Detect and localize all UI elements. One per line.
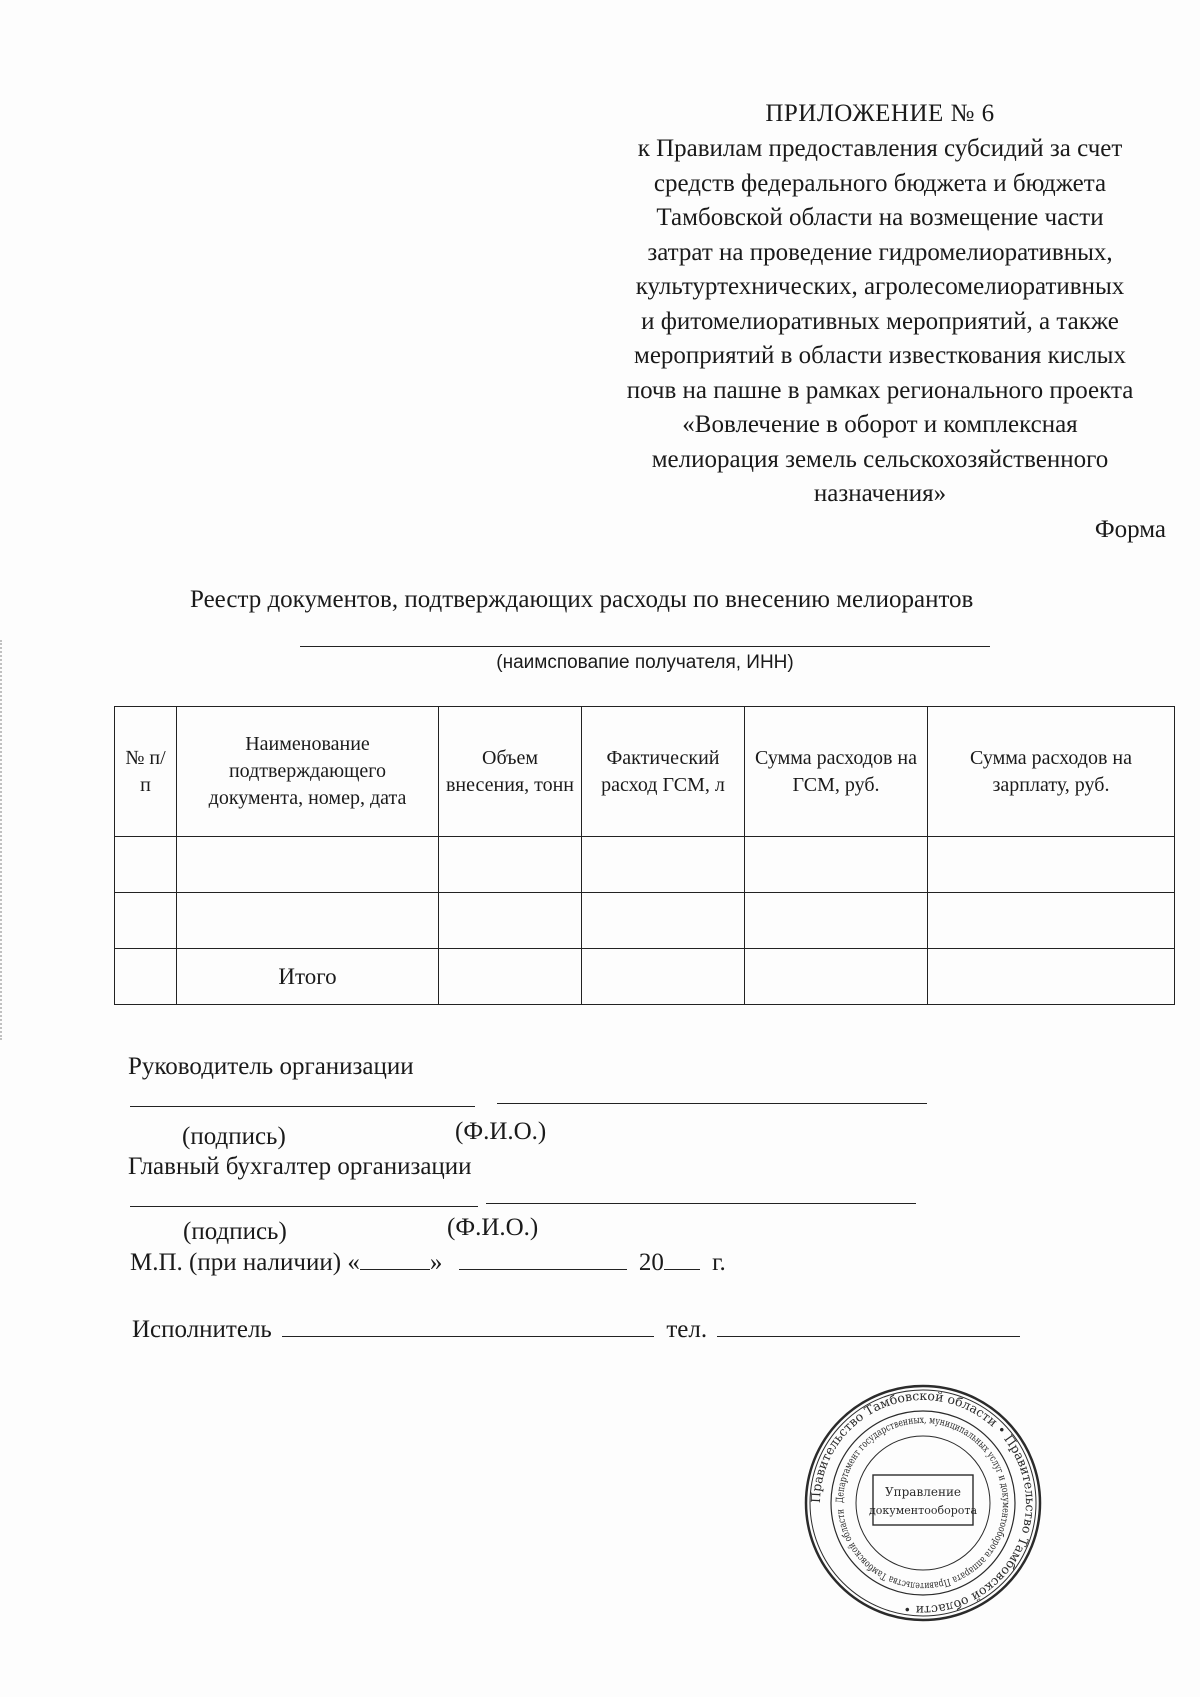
stamp-center-box bbox=[873, 1475, 973, 1525]
table-cell[interactable] bbox=[439, 949, 582, 1005]
stamp-outer-textpath: Правительство Тамбовской области • Правительство Тамбовской области • bbox=[807, 1387, 1039, 1619]
stamp-inner-text bbox=[835, 1415, 1011, 1591]
head-signature-line[interactable] bbox=[130, 1106, 475, 1107]
head-signature-caption: (подпись) bbox=[182, 1123, 286, 1150]
table-cell[interactable] bbox=[582, 893, 745, 949]
table-cell[interactable] bbox=[439, 893, 582, 949]
head-label: Руководитель организации bbox=[128, 1053, 414, 1080]
column-header-volume: Объем внесения, тонн bbox=[439, 707, 582, 837]
table-cell[interactable] bbox=[177, 893, 439, 949]
executor-line bbox=[132, 1315, 1020, 1344]
stamp-middle-ring bbox=[831, 1411, 1015, 1595]
table-cell[interactable] bbox=[928, 837, 1175, 893]
table-cell[interactable] bbox=[115, 893, 177, 949]
document-title: Реестр документов, подтверждающих расходы по внесению мелиорантов bbox=[190, 586, 974, 613]
date-month-blank[interactable] bbox=[459, 1248, 627, 1270]
appendix-header bbox=[560, 96, 1200, 512]
appendix-line: и фитомелиоративных мероприятий, а также bbox=[641, 307, 1119, 335]
table-cell[interactable] bbox=[582, 837, 745, 893]
stamp-center-line1: Управление bbox=[884, 1485, 962, 1499]
table-total-row bbox=[115, 949, 1175, 1005]
appendix-line: Тамбовской области на возмещение части bbox=[656, 204, 1104, 231]
table-cell[interactable] bbox=[115, 837, 177, 893]
date-day-blank[interactable] bbox=[360, 1248, 430, 1270]
appendix-line: назначения» bbox=[813, 480, 947, 507]
appendix-line: мелиорация земель сельскохозяйственного bbox=[651, 445, 1109, 473]
appendix-title: ПРИЛОЖЕНИЕ № 6 bbox=[765, 100, 995, 127]
date-year-label: 20 bbox=[638, 1249, 664, 1276]
form-label: Форма bbox=[1094, 516, 1166, 543]
seal-date-line bbox=[130, 1248, 726, 1277]
table-row bbox=[115, 837, 1175, 893]
column-header-number: № п/п bbox=[115, 707, 177, 837]
table-row bbox=[115, 893, 1175, 949]
recipient-blank-line[interactable] bbox=[300, 646, 990, 647]
executor-label: Исполнитель bbox=[132, 1316, 272, 1343]
official-stamp bbox=[803, 1383, 1043, 1623]
stamp-inner-textpath: Департамент государственных, муниципальных услуг и документооборота аппарата Правительства Тамбовской области bbox=[834, 1414, 1012, 1592]
date-year-blank[interactable] bbox=[664, 1248, 700, 1270]
total-label-cell: Итого bbox=[177, 949, 439, 1005]
table-cell[interactable] bbox=[582, 949, 745, 1005]
stamp-inner-ring bbox=[856, 1436, 990, 1570]
table-cell[interactable] bbox=[745, 949, 928, 1005]
seal-quote-close: » bbox=[429, 1249, 443, 1276]
table-cell[interactable] bbox=[745, 893, 928, 949]
seal-label: М.П. (при наличии) « bbox=[130, 1249, 360, 1276]
head-name-caption: (Ф.И.О.) bbox=[455, 1118, 547, 1145]
column-header-fuel-cost: Сумма расходов на ГСМ, руб. bbox=[745, 707, 928, 837]
phone-blank[interactable] bbox=[717, 1315, 1020, 1337]
table-cell[interactable] bbox=[745, 837, 928, 893]
head-name-line[interactable] bbox=[497, 1103, 927, 1104]
table-cell[interactable] bbox=[928, 949, 1175, 1005]
registry-table-wrap bbox=[114, 706, 1174, 1005]
accountant-name-caption: (Ф.И.О.) bbox=[447, 1214, 539, 1241]
appendix-line: мероприятий в области известкования кислых bbox=[634, 342, 1126, 369]
table-cell[interactable] bbox=[928, 893, 1175, 949]
registry-table bbox=[114, 706, 1175, 1005]
appendix-line: к Правилам предоставления субсидий за счет bbox=[637, 135, 1123, 162]
appendix-line: культуртехнических, агролесомелиоративных bbox=[635, 273, 1125, 300]
stamp-center-line2: документооборота bbox=[868, 1504, 978, 1517]
column-header-fuel: Фактический расход ГСМ, л bbox=[582, 707, 745, 837]
appendix-line: средств федерального бюджета и бюджета bbox=[653, 169, 1107, 197]
appendix-line: «Вовлечение в оборот и комплексная bbox=[682, 411, 1078, 438]
table-cell[interactable] bbox=[177, 837, 439, 893]
column-header-salary-cost: Сумма расходов на зарплату, руб. bbox=[928, 707, 1175, 837]
recipient-caption: (наимсповапие получателя, ИНН) bbox=[496, 652, 794, 673]
appendix-line: почв на пашне в рамках регионального проекта bbox=[626, 376, 1134, 404]
table-cell[interactable] bbox=[439, 837, 582, 893]
date-year-suffix: г. bbox=[712, 1249, 726, 1276]
scan-edge-marks bbox=[0, 640, 3, 1040]
table-cell[interactable] bbox=[115, 949, 177, 1005]
executor-name-blank[interactable] bbox=[282, 1315, 654, 1337]
accountant-name-line[interactable] bbox=[486, 1203, 916, 1204]
accountant-signature-caption: (подпись) bbox=[183, 1218, 287, 1245]
table-header-row bbox=[115, 707, 1175, 837]
accountant-label: Главный бухгалтер организации bbox=[128, 1153, 472, 1180]
column-header-document: Наименование подтверждающего документа, номер, дата bbox=[177, 707, 439, 837]
phone-label: тел. bbox=[666, 1316, 708, 1343]
accountant-signature-line[interactable] bbox=[130, 1206, 478, 1207]
appendix-line: затрат на проведение гидромелиоративных, bbox=[647, 238, 1113, 266]
